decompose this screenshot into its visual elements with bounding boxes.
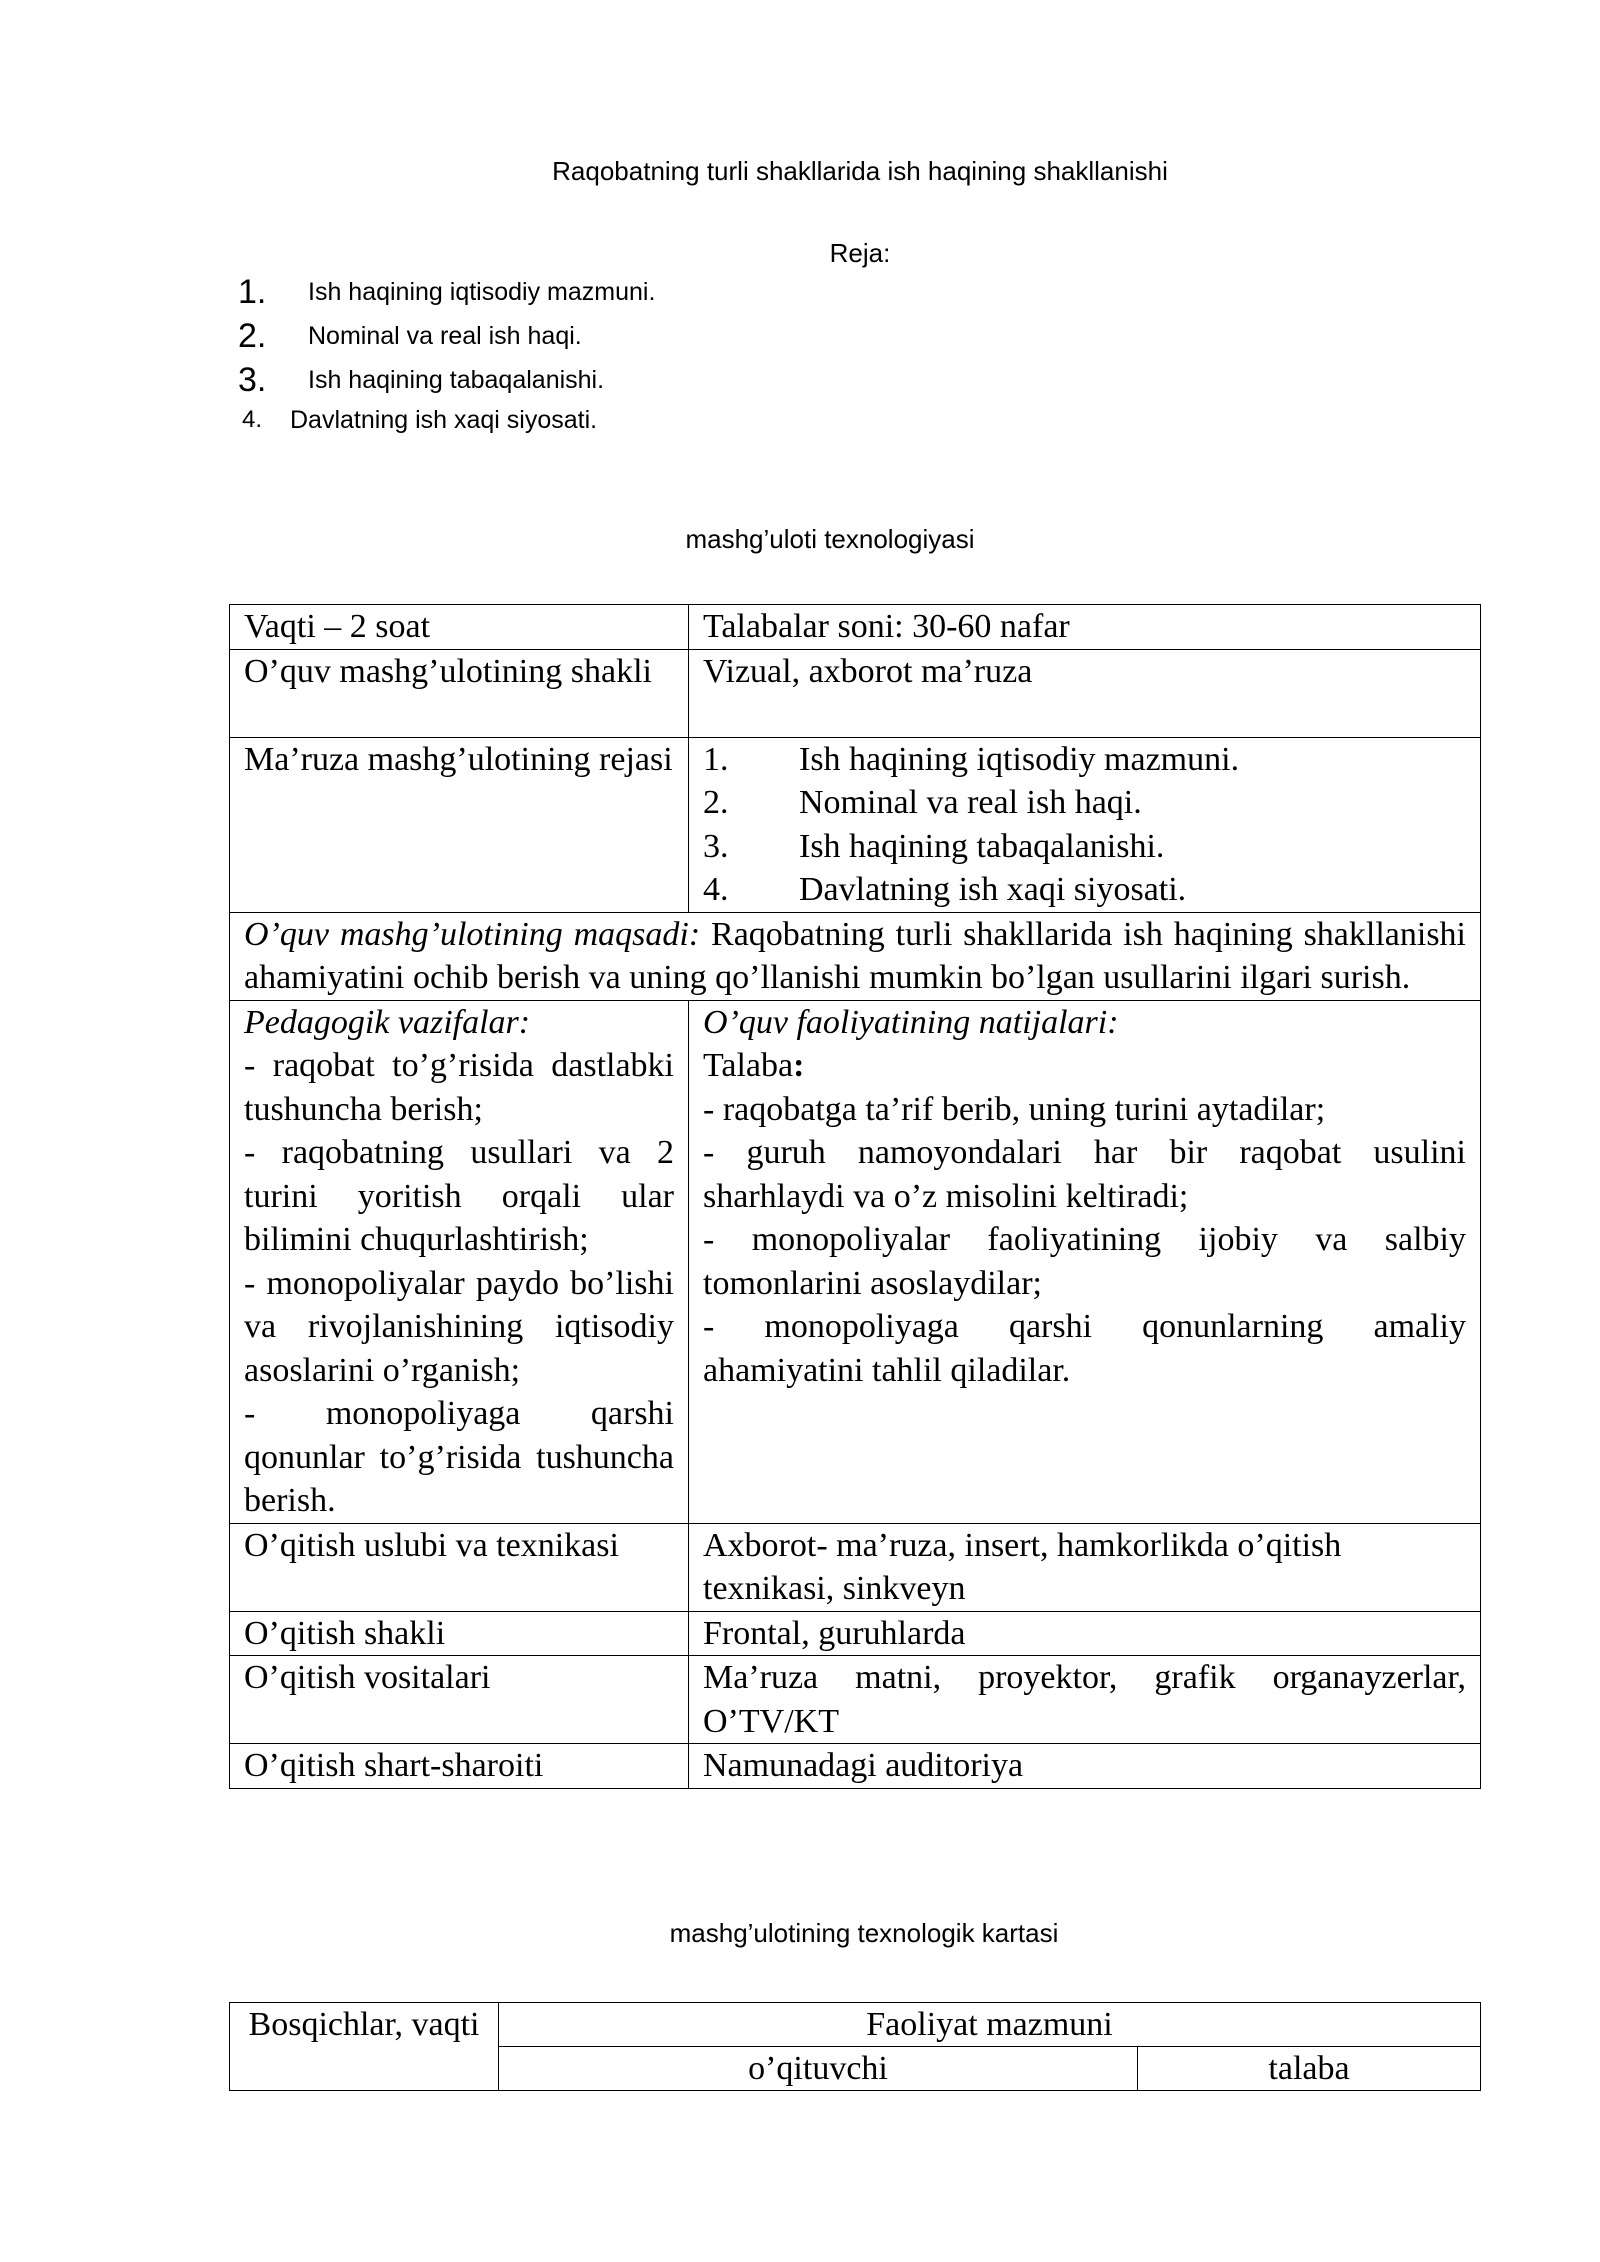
plan-item [703,781,1466,825]
colon: : [793,1047,805,1084]
outline-text: Ish haqining tabaqalanishi. [308,366,605,394]
document-title: Raqobatning turli shakllarida ish haqining shakllanishi [552,156,1168,186]
outline-number: 1. [238,273,267,311]
form-value-cell: Vizual, axborot ma’ruza [689,649,1481,737]
shape-label-cell: O’qitish shakli [230,1611,689,1656]
plan-item-number: 1. [703,740,729,778]
table-row [230,737,1481,912]
results-who [703,1044,1466,1088]
outline-number: 2. [238,317,267,355]
conditions-value-cell: Namunadagi auditoriya [689,1744,1481,1789]
result-item: - guruh namoyondalari har bir raqobat usulini sharhlaydi va o’z misolini keltiradi; [703,1134,1466,1215]
plan-item-text: Ish haqining iqtisodiy mazmuni. [799,740,1240,778]
student-word: Talaba [703,1047,794,1084]
plan-item [703,738,1466,782]
task-item: - raqobatning usullari va 2 turini yoritish orqali ular bilimini chuqurlashtirish; [244,1134,674,1258]
outline-text: Nominal va real ish haqi. [308,322,582,350]
plan-item-number: 4. [703,871,729,908]
table-row [230,2003,1481,2047]
conditions-label-cell: O’qitish shart-sharoiti [230,1744,689,1789]
table-row [230,1744,1481,1789]
goal-cell [230,912,1481,1000]
lesson-plan-table [229,604,1481,1789]
outline-text: Ish haqining iqtisodiy mazmuni. [308,278,656,306]
plan-items-cell [689,737,1481,912]
plan-item-number: 2. [703,784,729,821]
task-item: - raqobat to’g’risida dastlabki tushuncha berish; [244,1047,674,1128]
method-label-cell: O’qitish uslubi va texnikasi [230,1523,689,1611]
result-item: - monopoliyalar faoliyatining ijobiy va salbiy tomonlarini asoslaydilar; [703,1221,1466,1302]
table-row [230,649,1481,737]
outline-number: 3. [238,361,267,399]
tools-label-cell: O’qitish vositalari [230,1656,689,1744]
outline-number: 4. [242,406,263,433]
students-cell: Talabalar soni: 30-60 nafar [689,605,1481,650]
result-item: - monopoliyaga qarshi qonunlarning amaliy ahamiyatini tahlil qiladilar. [703,1308,1466,1389]
plan-item-text: Davlatning ish xaqi siyosati. [799,871,1187,908]
plan-heading: Reja: [829,238,891,268]
plan-item-number: 3. [703,827,729,865]
technology-heading: mashg’uloti texnologiyasi [685,524,975,554]
plan-item-text: Ish haqining tabaqalanishi. [799,827,1165,865]
card-heading: mashg’ulotining texnologik kartasi [669,1918,1059,1948]
plan-item [703,825,1466,869]
goal-label: O’quv mashg’ulotining maqsadi: [244,915,701,953]
plan-item-text: Nominal va real ish haqi. [799,784,1142,821]
table-row [230,1000,1481,1523]
method-value-cell: Axborot- ma’ruza, insert, hamkorlikda o’qitish texnikasi, sinkveyn [689,1523,1481,1611]
shape-value-cell: Frontal, guruhlarda [689,1611,1481,1656]
tools-value-cell: Ma’ruza matni, proyektor, grafik organayzerlar, O’TV/KT [689,1656,1481,1744]
outline-text: Davlatning ish xaqi siyosati. [290,406,598,434]
goal-text: Raqobatning turli shakllarida ish haqining shakllanishi ahamiyatini ochib berish va uning qo’llanishi mumkin bo’lgan usullarini ilgari surish. [244,915,1467,996]
teacher-header: o’qituvchi [499,2047,1138,2091]
results-cell [689,1000,1481,1523]
table-row [230,912,1481,1000]
stages-header: Bosqichlar, vaqti [230,2003,499,2091]
activity-header: Faoliyat mazmuni [499,2003,1481,2047]
form-label-cell: O’quv mashg’ulotining shakli [230,649,689,737]
task-item: - monopoliyaga qarshi qonunlar to’g’risida tushuncha berish. [244,1395,674,1519]
technology-card-table [229,2002,1481,2091]
results-label: O’quv faoliyatining natijalari: [703,1003,1119,1041]
time-cell: Vaqti – 2 soat [230,605,689,650]
plan-label-cell: Ma’ruza mashg’ulotining rejasi [230,737,689,912]
plan-item [703,868,1466,912]
student-header: talaba [1138,2047,1481,2091]
tasks-cell [230,1000,689,1523]
tasks-label: Pedagogik vazifalar: [244,1003,531,1041]
result-item: - raqobatga ta’rif berib, uning turini aytadilar; [703,1090,1326,1128]
table-row [230,1656,1481,1744]
table-row [230,605,1481,650]
table-row [230,1611,1481,1656]
task-item: - monopoliyalar paydo bo’lishi va rivojlanishining iqtisodiy asoslarini o’rganish; [244,1264,674,1389]
table-row [230,1523,1481,1611]
